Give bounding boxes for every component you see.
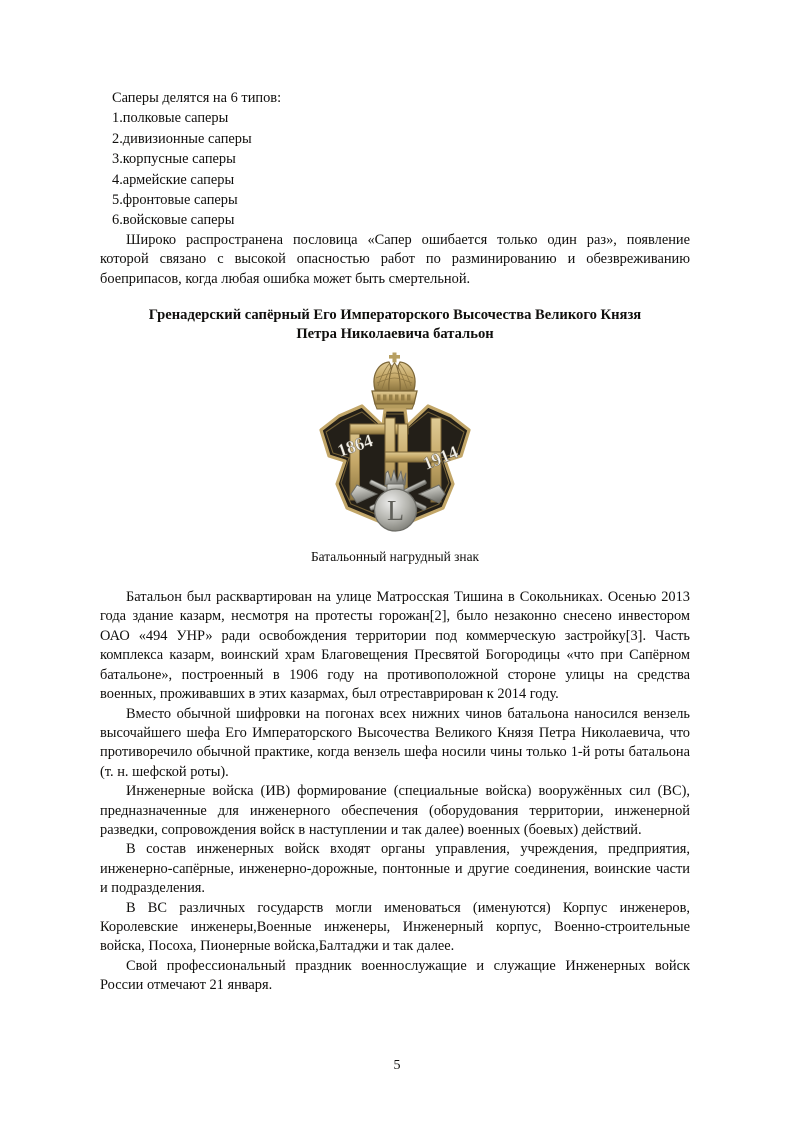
figure-caption: Батальонный нагрудный знак xyxy=(310,549,480,565)
body-paragraph-1: Батальон был расквартирован на улице Матросская Тишина в Сокольниках. Осенью 2013 года здание казарм, несмотря на протесты горожан[2], было незаконно снесено инвестором ОАО «494 УНР» ради освобождения территории под коммерческую застройку[3]. Часть комплекса казарм, воинский храм Благовещения Пресвятой Богородицы «что при Сапёрном батальоне», построенный в 1906 году на противоположной стороне улицы на средства военных, проживавших в этих казармах, был отреставрирован к 2014 году. xyxy=(100,589,690,703)
imperial-crown-icon xyxy=(372,353,417,410)
page-number: 5 xyxy=(393,1058,401,1073)
grenade-letter: L xyxy=(386,496,404,528)
page-content xyxy=(100,88,690,996)
body-paragraph-2: Вместо обычной шифровки на погонах всех нижних чинов батальона наносился вензель высочайшего шефа Его Императорского Высочества Великого Князя Петра Николаевича, что противоречило обычной практике, когда вензель шефа носили чины только 1-й роты батальона (т. н. шефской роты). xyxy=(100,705,690,780)
section-heading-line-1: Гренадерский сапёрный Его Императорского Высочества Великого Князя xyxy=(148,307,642,324)
badge-figure xyxy=(100,352,690,566)
list-item: 6.войсковые саперы xyxy=(112,212,235,229)
saper-types-list xyxy=(100,108,690,230)
proverb-paragraph: Широко распространена пословица «Сапер ошибается только один раз», появление которой связано с высокой опасностью работ по разминированию и обезвреживанию боеприпасов, когда любая ошибка может быть смертельной. xyxy=(100,231,690,287)
list-item: 1.полковые саперы xyxy=(112,110,229,127)
page-title xyxy=(100,306,690,344)
list-item: 2.дивизионные саперы xyxy=(112,130,252,147)
badge-date-left: 1864 xyxy=(334,430,375,461)
list-item: 5.фронтовые саперы xyxy=(112,192,238,209)
list-item: 3.корпусные саперы xyxy=(112,151,236,168)
list-item: 4.армейские саперы xyxy=(112,171,235,188)
body-paragraph-6: Свой профессиональный праздник военнослужащие и служащие Инженерных войск России отмечают 21 января. xyxy=(100,957,690,994)
battalion-badge-image xyxy=(293,352,498,540)
body-paragraph-3: Инженерные войска (ИВ) формирование (специальные войска) вооружённых сил (ВС), предназначенные для инженерного обеспечения (оборудования территории, инженерной разведки, сопровождения войск в наступлении и так далее) военных (боевых) действий. xyxy=(100,783,690,838)
body-paragraph-4: В состав инженерных войск входят органы управления, учреждения, предприятия, инженерно-сапёрные, инженерно-дорожные, понтонные и другие соединения, воинские части и подразделения. xyxy=(100,841,690,897)
spacer xyxy=(100,566,690,588)
body-paragraph-5: В ВС различных государств могли именоваться (именуются) Корпус инженеров, Королевские инженеры,Военные инженеры, Инженерный корпус, Военно-строительные войска, Посоха, Пионерные войска,Балтаджи и так далее. xyxy=(100,899,690,955)
badge-date-right: 1914 xyxy=(419,441,461,474)
section-heading-line-2: Петра Николаевича батальон xyxy=(296,326,494,343)
badge-emblem-icon xyxy=(293,352,498,540)
intro-lead-line: Саперы делятся на 6 типов: xyxy=(112,90,282,106)
